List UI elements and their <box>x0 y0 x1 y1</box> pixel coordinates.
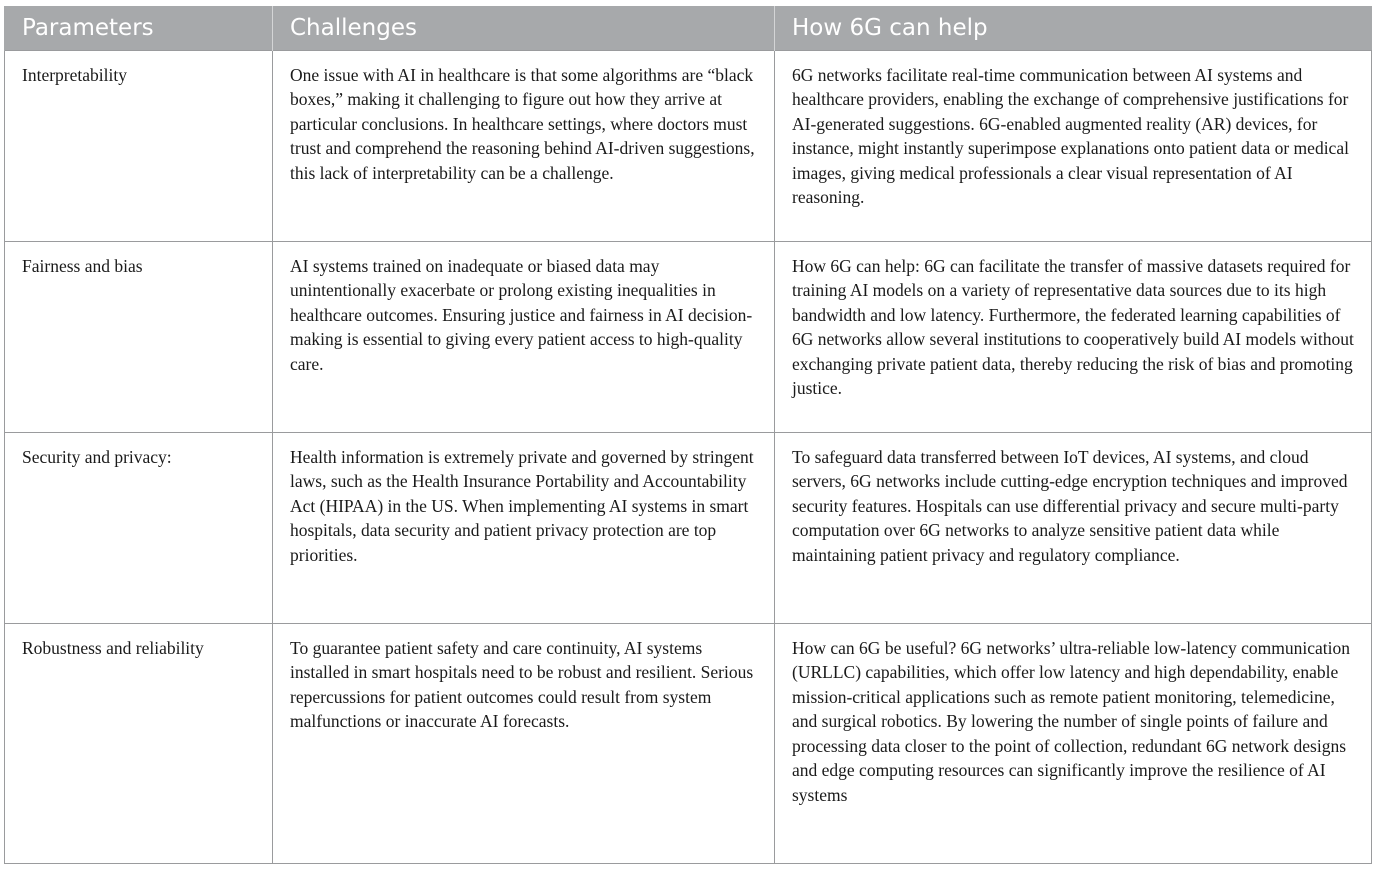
parameter-cell: Interpretability <box>5 50 273 241</box>
parameter-cell: Fairness and bias <box>5 241 273 432</box>
table-row <box>5 50 1372 241</box>
help-cell: How can 6G be useful? 6G networks’ ultra-reliable low-latency communication (URLLC) capabilities, which offer low latency and high dependability, enable mission-critical applications such as remote patient monitoring, telemedicine, and surgical robotics. By lowering the number of single points of failure and processing data closer to the point of collection, redundant 6G network designs and edge computing resources can significantly improve the resilience of AI systems <box>775 623 1372 863</box>
header-challenges: Challenges <box>273 6 775 50</box>
header-parameters: Parameters <box>5 6 273 50</box>
help-cell: 6G networks facilitate real-time communication between AI systems and healthcare providers, enabling the exchange of comprehensive justifications for AI-generated suggestions. 6G-enabled augmented reality (AR) devices, for instance, might instantly superimpose explanations onto patient data or medical images, giving medical professionals a clear visual representation of AI reasoning. <box>775 50 1372 241</box>
table-header <box>5 6 1372 50</box>
header-row <box>5 6 1372 50</box>
table-row <box>5 432 1372 623</box>
help-cell: To safeguard data transferred between IoT devices, AI systems, and cloud servers, 6G networks include cutting-edge encryption techniques and improved security features. Hospitals can use differential privacy and secure multi-party computation over 6G networks to analyze sensitive patient data while maintaining patient privacy and regulatory compliance. <box>775 432 1372 623</box>
parameters-table <box>4 6 1372 864</box>
header-how-6g-can-help: How 6G can help <box>775 6 1372 50</box>
table-row <box>5 241 1372 432</box>
parameter-cell: Robustness and reliability <box>5 623 273 863</box>
challenge-cell: AI systems trained on inadequate or biased data may unintentionally exacerbate or prolong existing inequalities in healthcare outcomes. Ensuring justice and fairness in AI decision-making is essential to giving every patient access to high-quality care. <box>273 241 775 432</box>
table-row <box>5 623 1372 863</box>
parameter-cell: Security and privacy: <box>5 432 273 623</box>
help-cell: How 6G can help: 6G can facilitate the transfer of massive datasets required for training AI models on a variety of representative data sources due to its high bandwidth and low latency. Furthermore, the federated learning capabilities of 6G networks allow several institutions to cooperatively build AI models without exchanging private patient data, thereby reducing the risk of bias and promoting justice. <box>775 241 1372 432</box>
challenge-cell: To guarantee patient safety and care continuity, AI systems installed in smart hospitals need to be robust and resilient. Serious repercussions for patient outcomes could result from system malfunctions or inaccurate AI forecasts. <box>273 623 775 863</box>
table-body <box>5 50 1372 863</box>
challenge-cell: Health information is extremely private and governed by stringent laws, such as the Health Insurance Portability and Accountability Act (HIPAA) in the US. When implementing AI systems in smart hospitals, data security and patient privacy protection are top priorities. <box>273 432 775 623</box>
challenge-cell: One issue with AI in healthcare is that some algorithms are “black boxes,” making it challenging to figure out how they arrive at particular conclusions. In healthcare settings, where doctors must trust and comprehend the reasoning behind AI-driven suggestions, this lack of interpretability can be a challenge. <box>273 50 775 241</box>
